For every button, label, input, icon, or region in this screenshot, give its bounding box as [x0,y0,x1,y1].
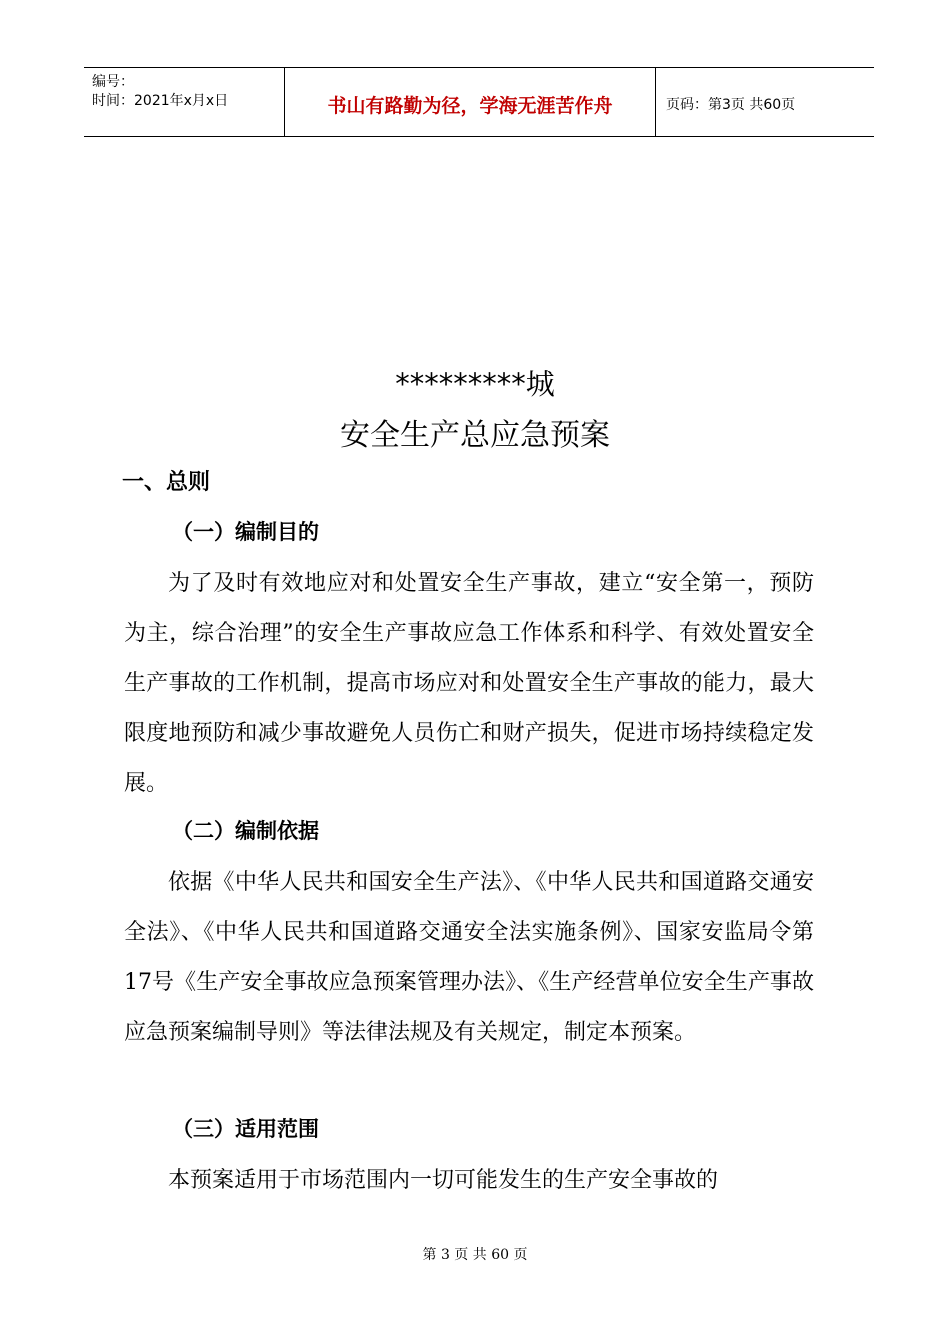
header-motto: 书山有路勤为径，学海无涯苦作舟 [327,94,613,117]
doc-time-label: 时间：2021年x月x日 [92,93,229,109]
document-title-line1: *********城 [395,367,555,401]
subsection-heading-purpose: （一）编制目的 [172,520,319,544]
header-page-info-cell [656,68,874,136]
subsection-heading-scope: （三）适用范围 [172,1117,319,1141]
section-heading-general: 一、总则 [122,470,211,495]
subsection-heading-basis: （二）编制依据 [172,819,319,843]
paragraph-scope: 本预案适用于市场范围内一切可能发生的生产安全事故的 [168,1168,719,1193]
document-title-line2: 安全生产总应急预案 [340,418,610,453]
page-header [84,67,874,137]
header-meta [84,68,284,136]
header-motto-cell [284,68,656,136]
paragraph-purpose: 为了及时有效地应对和处置安全生产事故，建立“安全第一，预防为主，综合治理”的安全生产事故应急工作体系和科学、有效处置安全生产事故的工作机制，提高市场应对和处置安全生产事故的能力，最大限度地预防和减少事故避免人员伤亡和财产损失，促进市场持续稳定发展。 [124,571,814,796]
doc-number-label: 编号： [92,74,134,90]
paragraph-basis: 依据《中华人民共和国安全生产法》、《中华人民共和国道路交通安全法》、《中华人民共和国道路交通安全法实施条例》、国家安监局令第17号《生产安全事故应急预案管理办法》、《生产经营单位安全生产事故应急预案编制导则》等法律法规及有关规定，制定本预案。 [124,870,814,1045]
page-footer: 第 3 页 共 60 页 [422,1247,528,1263]
header-page-info: 页码：第3页 共60页 [666,97,796,113]
